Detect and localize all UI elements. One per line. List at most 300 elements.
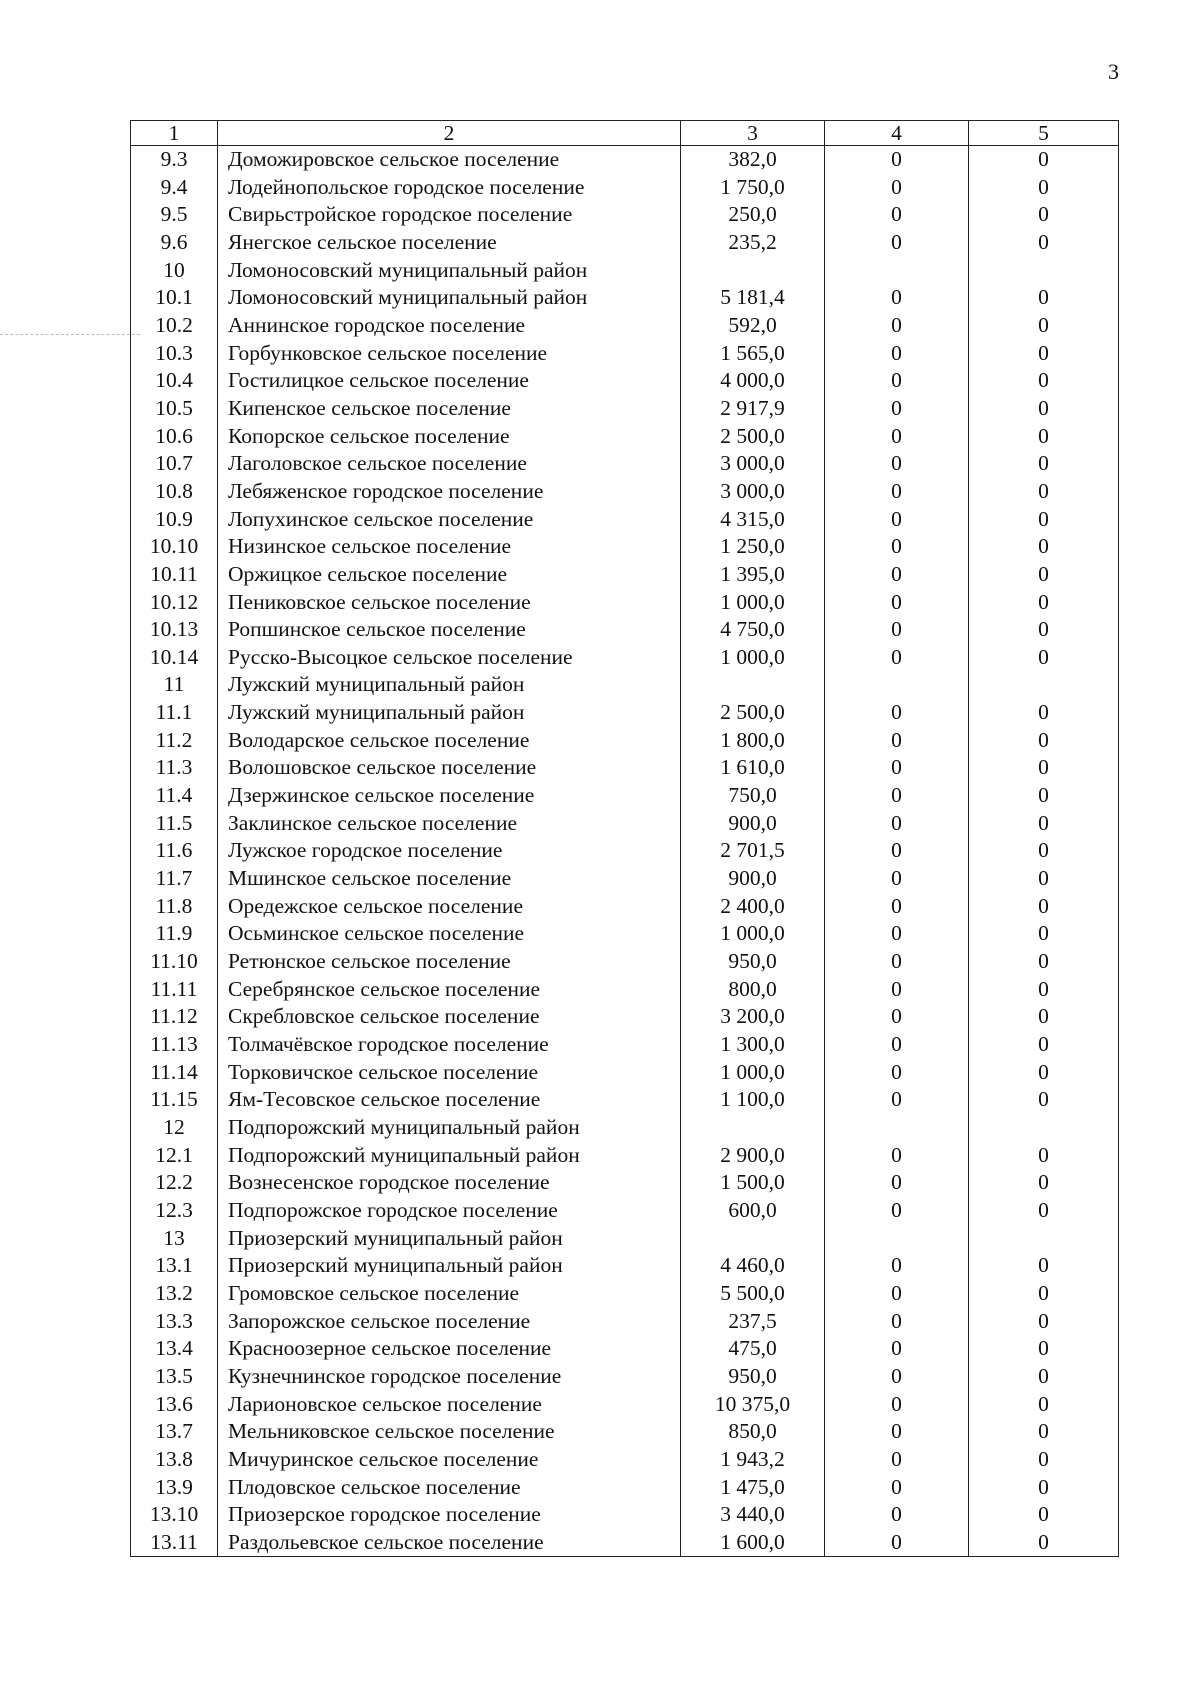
column-4-value: 0 — [825, 727, 969, 755]
amount-value: 3 000,0 — [681, 450, 825, 478]
amount-value: 900,0 — [681, 865, 825, 893]
amount-value: 1 475,0 — [681, 1474, 825, 1502]
amount-value: 592,0 — [681, 312, 825, 340]
municipality-name: Плодовское сельское поселение — [218, 1474, 681, 1502]
amount-value: 1 943,2 — [681, 1446, 825, 1474]
column-4-value: 0 — [825, 1474, 969, 1502]
table-body — [131, 146, 1119, 1557]
column-5-value: 0 — [969, 1142, 1119, 1170]
row-number: 12.2 — [131, 1169, 218, 1197]
municipality-name: Ретюнское сельское поселение — [218, 948, 681, 976]
column-5-value: 0 — [969, 1529, 1119, 1557]
municipality-name: Запорожское сельское поселение — [218, 1308, 681, 1336]
column-4-value: 0 — [825, 312, 969, 340]
municipality-name: Низинское сельское поселение — [218, 533, 681, 561]
amount-value: 10 375,0 — [681, 1391, 825, 1419]
amount-value: 2 500,0 — [681, 423, 825, 451]
table-row — [131, 257, 1119, 285]
row-number: 10.12 — [131, 589, 218, 617]
table-row — [131, 616, 1119, 644]
column-4-value: 0 — [825, 506, 969, 534]
row-number: 13.1 — [131, 1252, 218, 1280]
column-4-value: 0 — [825, 174, 969, 202]
column-4-value: 0 — [825, 229, 969, 257]
table-row — [131, 699, 1119, 727]
column-5-value: 0 — [969, 1363, 1119, 1391]
row-number: 13 — [131, 1225, 218, 1253]
table-row — [131, 1391, 1119, 1419]
table-row — [131, 810, 1119, 838]
row-number: 13.10 — [131, 1501, 218, 1529]
row-number: 11.15 — [131, 1086, 218, 1114]
column-5-value: 0 — [969, 1474, 1119, 1502]
amount-value: 1 100,0 — [681, 1086, 825, 1114]
municipality-name: Лопухинское сельское поселение — [218, 506, 681, 534]
row-number: 10.4 — [131, 367, 218, 395]
column-5-value: 0 — [969, 340, 1119, 368]
allocation-table — [130, 120, 1119, 1557]
column-4-value: 0 — [825, 1169, 969, 1197]
row-number: 12.3 — [131, 1197, 218, 1225]
amount-value — [681, 671, 825, 699]
column-4-value: 0 — [825, 920, 969, 948]
municipality-name: Володарское сельское поселение — [218, 727, 681, 755]
municipality-name: Лодейнопольское городское поселение — [218, 174, 681, 202]
row-number: 11.10 — [131, 948, 218, 976]
column-5-value: 0 — [969, 1446, 1119, 1474]
column-header-1: 1 — [131, 121, 218, 146]
row-number: 11.5 — [131, 810, 218, 838]
column-5-value: 0 — [969, 312, 1119, 340]
row-number: 9.5 — [131, 201, 218, 229]
amount-value: 1 800,0 — [681, 727, 825, 755]
column-4-value: 0 — [825, 1142, 969, 1170]
amount-value: 1 395,0 — [681, 561, 825, 589]
column-5-value: 0 — [969, 754, 1119, 782]
row-number: 10.8 — [131, 478, 218, 506]
table-row — [131, 146, 1119, 174]
column-header-5: 5 — [969, 121, 1119, 146]
column-5-value: 0 — [969, 865, 1119, 893]
table-row — [131, 1197, 1119, 1225]
table-row — [131, 1031, 1119, 1059]
column-4-value: 0 — [825, 1280, 969, 1308]
row-number: 10.1 — [131, 284, 218, 312]
table-row — [131, 1501, 1119, 1529]
table-row — [131, 423, 1119, 451]
column-4-value: 0 — [825, 561, 969, 589]
table-row — [131, 782, 1119, 810]
municipality-name: Кузнечнинское городское поселение — [218, 1363, 681, 1391]
table-row — [131, 948, 1119, 976]
row-number: 11.7 — [131, 865, 218, 893]
table-row — [131, 1308, 1119, 1336]
table-row — [131, 589, 1119, 617]
column-4-value: 0 — [825, 837, 969, 865]
table-row — [131, 506, 1119, 534]
municipality-name: Лужский муниципальный район — [218, 699, 681, 727]
row-number: 10.9 — [131, 506, 218, 534]
amount-value: 1 750,0 — [681, 174, 825, 202]
row-number: 9.4 — [131, 174, 218, 202]
row-number: 11.14 — [131, 1059, 218, 1087]
column-4-value: 0 — [825, 423, 969, 451]
column-5-value: 0 — [969, 1086, 1119, 1114]
row-number: 10.14 — [131, 644, 218, 672]
municipality-name: Пениковское сельское поселение — [218, 589, 681, 617]
table-header-row — [131, 121, 1119, 146]
municipality-name: Подпорожское городское поселение — [218, 1197, 681, 1225]
municipality-name: Подпорожский муниципальный район — [218, 1142, 681, 1170]
column-5-value: 0 — [969, 367, 1119, 395]
amount-value: 1 000,0 — [681, 1059, 825, 1087]
table-row — [131, 1363, 1119, 1391]
column-5-value: 0 — [969, 837, 1119, 865]
column-5-value — [969, 1114, 1119, 1142]
column-header-4: 4 — [825, 121, 969, 146]
amount-value: 750,0 — [681, 782, 825, 810]
column-4-value — [825, 671, 969, 699]
column-4-value: 0 — [825, 1003, 969, 1031]
column-5-value: 0 — [969, 727, 1119, 755]
column-4-value: 0 — [825, 1308, 969, 1336]
column-5-value: 0 — [969, 893, 1119, 921]
column-5-value: 0 — [969, 1197, 1119, 1225]
municipality-name: Дзержинское сельское поселение — [218, 782, 681, 810]
column-5-value: 0 — [969, 1308, 1119, 1336]
amount-value: 235,2 — [681, 229, 825, 257]
column-5-value: 0 — [969, 1031, 1119, 1059]
row-number: 13.2 — [131, 1280, 218, 1308]
table-row — [131, 1335, 1119, 1363]
row-number: 10.7 — [131, 450, 218, 478]
column-4-value: 0 — [825, 782, 969, 810]
row-number: 10.5 — [131, 395, 218, 423]
amount-value: 950,0 — [681, 948, 825, 976]
amount-value: 2 917,9 — [681, 395, 825, 423]
row-number: 11.3 — [131, 754, 218, 782]
column-4-value: 0 — [825, 1059, 969, 1087]
column-4-value: 0 — [825, 1446, 969, 1474]
municipality-name: Кипенское сельское поселение — [218, 395, 681, 423]
row-number: 11.1 — [131, 699, 218, 727]
row-number: 11.11 — [131, 976, 218, 1004]
municipality-name: Ям-Тесовское сельское поселение — [218, 1086, 681, 1114]
amount-value: 5 181,4 — [681, 284, 825, 312]
table-row — [131, 201, 1119, 229]
column-5-value: 0 — [969, 284, 1119, 312]
row-number: 13.8 — [131, 1446, 218, 1474]
amount-value: 475,0 — [681, 1335, 825, 1363]
municipality-name: Осьминское сельское поселение — [218, 920, 681, 948]
table-row — [131, 1169, 1119, 1197]
table-row — [131, 920, 1119, 948]
table-row — [131, 367, 1119, 395]
municipality-name: Оржицкое сельское поселение — [218, 561, 681, 589]
column-4-value: 0 — [825, 1335, 969, 1363]
amount-value: 2 701,5 — [681, 837, 825, 865]
row-number: 13.7 — [131, 1418, 218, 1446]
amount-value: 4 000,0 — [681, 367, 825, 395]
column-5-value: 0 — [969, 1059, 1119, 1087]
column-5-value: 0 — [969, 1003, 1119, 1031]
municipality-name: Горбунковское сельское поселение — [218, 340, 681, 368]
table-row — [131, 340, 1119, 368]
table-row — [131, 1003, 1119, 1031]
amount-value: 1 000,0 — [681, 589, 825, 617]
municipality-name: Доможировское сельское поселение — [218, 146, 681, 174]
column-4-value: 0 — [825, 865, 969, 893]
row-number: 10.11 — [131, 561, 218, 589]
column-4-value — [825, 1225, 969, 1253]
column-5-value: 0 — [969, 920, 1119, 948]
row-number: 13.11 — [131, 1529, 218, 1557]
column-5-value: 0 — [969, 1280, 1119, 1308]
column-4-value: 0 — [825, 340, 969, 368]
amount-value: 600,0 — [681, 1197, 825, 1225]
column-5-value: 0 — [969, 506, 1119, 534]
municipality-name: Приозерский муниципальный район — [218, 1252, 681, 1280]
amount-value: 250,0 — [681, 201, 825, 229]
table-row — [131, 976, 1119, 1004]
table-row — [131, 312, 1119, 340]
table-row — [131, 1280, 1119, 1308]
amount-value: 3 000,0 — [681, 478, 825, 506]
column-5-value: 0 — [969, 782, 1119, 810]
table-row — [131, 727, 1119, 755]
municipality-name: Заклинское сельское поселение — [218, 810, 681, 838]
amount-value: 4 460,0 — [681, 1252, 825, 1280]
row-number: 12 — [131, 1114, 218, 1142]
row-number: 10 — [131, 257, 218, 285]
row-number: 12.1 — [131, 1142, 218, 1170]
column-5-value: 0 — [969, 1252, 1119, 1280]
scan-artifact-line — [0, 334, 140, 335]
column-4-value: 0 — [825, 1391, 969, 1419]
table-row — [131, 671, 1119, 699]
amount-value: 1 565,0 — [681, 340, 825, 368]
municipality-name: Толмачёвское городское поселение — [218, 1031, 681, 1059]
column-4-value: 0 — [825, 201, 969, 229]
amount-value: 3 200,0 — [681, 1003, 825, 1031]
column-4-value: 0 — [825, 1031, 969, 1059]
column-4-value: 0 — [825, 367, 969, 395]
amount-value: 1 000,0 — [681, 920, 825, 948]
column-5-value: 0 — [969, 1418, 1119, 1446]
column-4-value: 0 — [825, 1252, 969, 1280]
municipality-name: Серебрянское сельское поселение — [218, 976, 681, 1004]
column-header-3: 3 — [681, 121, 825, 146]
amount-value: 850,0 — [681, 1418, 825, 1446]
municipality-name: Волошовское сельское поселение — [218, 754, 681, 782]
municipality-name: Лебяженское городское поселение — [218, 478, 681, 506]
column-4-value: 0 — [825, 395, 969, 423]
municipality-name: Вознесенское городское поселение — [218, 1169, 681, 1197]
amount-value: 900,0 — [681, 810, 825, 838]
amount-value: 1 500,0 — [681, 1169, 825, 1197]
column-5-value — [969, 257, 1119, 285]
column-5-value: 0 — [969, 1391, 1119, 1419]
table-row — [131, 1529, 1119, 1557]
row-number: 11.8 — [131, 893, 218, 921]
column-5-value: 0 — [969, 976, 1119, 1004]
municipality-name: Мельниковское сельское поселение — [218, 1418, 681, 1446]
amount-value — [681, 257, 825, 285]
municipality-name: Подпорожский муниципальный район — [218, 1114, 681, 1142]
column-5-value: 0 — [969, 1501, 1119, 1529]
amount-value: 4 315,0 — [681, 506, 825, 534]
column-5-value: 0 — [969, 229, 1119, 257]
table-row — [131, 1114, 1119, 1142]
municipality-name: Ларионовское сельское поселение — [218, 1391, 681, 1419]
municipality-name: Янегское сельское поселение — [218, 229, 681, 257]
amount-value: 1 610,0 — [681, 754, 825, 782]
row-number: 13.6 — [131, 1391, 218, 1419]
table-row — [131, 1446, 1119, 1474]
column-4-value: 0 — [825, 1363, 969, 1391]
column-4-value: 0 — [825, 1418, 969, 1446]
column-5-value: 0 — [969, 1335, 1119, 1363]
table-row — [131, 1418, 1119, 1446]
row-number: 11 — [131, 671, 218, 699]
table-row — [131, 1252, 1119, 1280]
municipality-name: Приозерское городское поселение — [218, 1501, 681, 1529]
row-number: 13.4 — [131, 1335, 218, 1363]
table-row — [131, 1142, 1119, 1170]
municipality-name: Торковичское сельское поселение — [218, 1059, 681, 1087]
row-number: 10.2 — [131, 312, 218, 340]
municipality-name: Раздольевское сельское поселение — [218, 1529, 681, 1557]
amount-value: 800,0 — [681, 976, 825, 1004]
column-5-value: 0 — [969, 1169, 1119, 1197]
row-number: 11.9 — [131, 920, 218, 948]
row-number: 10.6 — [131, 423, 218, 451]
table-row — [131, 174, 1119, 202]
municipality-name: Свирьстройское городское поселение — [218, 201, 681, 229]
column-4-value: 0 — [825, 533, 969, 561]
column-4-value: 0 — [825, 1529, 969, 1557]
amount-value: 237,5 — [681, 1308, 825, 1336]
municipality-name: Копорское сельское поселение — [218, 423, 681, 451]
table-row — [131, 284, 1119, 312]
row-number: 11.6 — [131, 837, 218, 865]
row-number: 10.13 — [131, 616, 218, 644]
column-5-value: 0 — [969, 423, 1119, 451]
column-5-value: 0 — [969, 561, 1119, 589]
amount-value — [681, 1114, 825, 1142]
table-row — [131, 893, 1119, 921]
amount-value: 1 000,0 — [681, 644, 825, 672]
column-5-value: 0 — [969, 478, 1119, 506]
municipality-name: Красноозерное сельское поселение — [218, 1335, 681, 1363]
row-number: 13.3 — [131, 1308, 218, 1336]
municipality-name: Лужское городское поселение — [218, 837, 681, 865]
row-number: 9.3 — [131, 146, 218, 174]
amount-value: 2 900,0 — [681, 1142, 825, 1170]
column-4-value: 0 — [825, 976, 969, 1004]
amount-value: 950,0 — [681, 1363, 825, 1391]
row-number: 10.3 — [131, 340, 218, 368]
column-4-value: 0 — [825, 810, 969, 838]
row-number: 11.12 — [131, 1003, 218, 1031]
amount-value — [681, 1225, 825, 1253]
column-5-value: 0 — [969, 616, 1119, 644]
table-row — [131, 450, 1119, 478]
municipality-name: Мшинское сельское поселение — [218, 865, 681, 893]
row-number: 9.6 — [131, 229, 218, 257]
municipality-name: Ломоносовский муниципальный район — [218, 284, 681, 312]
table-row — [131, 644, 1119, 672]
column-5-value — [969, 671, 1119, 699]
municipality-name: Лужский муниципальный район — [218, 671, 681, 699]
column-header-2: 2 — [218, 121, 681, 146]
table-row — [131, 837, 1119, 865]
amount-value: 2 400,0 — [681, 893, 825, 921]
municipality-name: Гостилицкое сельское поселение — [218, 367, 681, 395]
municipality-name: Оредежское сельское поселение — [218, 893, 681, 921]
amount-value: 3 440,0 — [681, 1501, 825, 1529]
column-4-value — [825, 257, 969, 285]
table-row — [131, 1059, 1119, 1087]
table-row — [131, 229, 1119, 257]
row-number: 10.10 — [131, 533, 218, 561]
amount-value: 4 750,0 — [681, 616, 825, 644]
column-4-value: 0 — [825, 589, 969, 617]
row-number: 11.13 — [131, 1031, 218, 1059]
column-5-value: 0 — [969, 201, 1119, 229]
municipality-name: Аннинское городское поселение — [218, 312, 681, 340]
column-4-value: 0 — [825, 699, 969, 727]
table-row — [131, 478, 1119, 506]
municipality-name: Ропшинское сельское поселение — [218, 616, 681, 644]
table-row — [131, 1474, 1119, 1502]
column-5-value: 0 — [969, 146, 1119, 174]
municipality-name: Русско-Высоцкое сельское поселение — [218, 644, 681, 672]
column-4-value: 0 — [825, 644, 969, 672]
column-4-value: 0 — [825, 146, 969, 174]
municipality-name: Скребловское сельское поселение — [218, 1003, 681, 1031]
table-row — [131, 1225, 1119, 1253]
amount-value: 382,0 — [681, 146, 825, 174]
column-4-value: 0 — [825, 1501, 969, 1529]
municipality-name: Лаголовское сельское поселение — [218, 450, 681, 478]
column-4-value: 0 — [825, 754, 969, 782]
page-number: 3 — [1108, 59, 1119, 84]
column-5-value: 0 — [969, 948, 1119, 976]
municipality-name: Ломоносовский муниципальный район — [218, 257, 681, 285]
column-5-value: 0 — [969, 174, 1119, 202]
table-row — [131, 395, 1119, 423]
column-5-value: 0 — [969, 589, 1119, 617]
row-number: 11.4 — [131, 782, 218, 810]
column-5-value: 0 — [969, 395, 1119, 423]
municipality-name: Приозерский муниципальный район — [218, 1225, 681, 1253]
table-row — [131, 561, 1119, 589]
column-4-value: 0 — [825, 284, 969, 312]
column-5-value: 0 — [969, 810, 1119, 838]
municipality-name: Громовское сельское поселение — [218, 1280, 681, 1308]
amount-value: 1 300,0 — [681, 1031, 825, 1059]
row-number: 11.2 — [131, 727, 218, 755]
municipality-name: Мичуринское сельское поселение — [218, 1446, 681, 1474]
amount-value: 1 600,0 — [681, 1529, 825, 1557]
column-4-value: 0 — [825, 616, 969, 644]
row-number: 13.5 — [131, 1363, 218, 1391]
column-4-value: 0 — [825, 478, 969, 506]
table-row — [131, 1086, 1119, 1114]
amount-value: 1 250,0 — [681, 533, 825, 561]
row-number: 13.9 — [131, 1474, 218, 1502]
